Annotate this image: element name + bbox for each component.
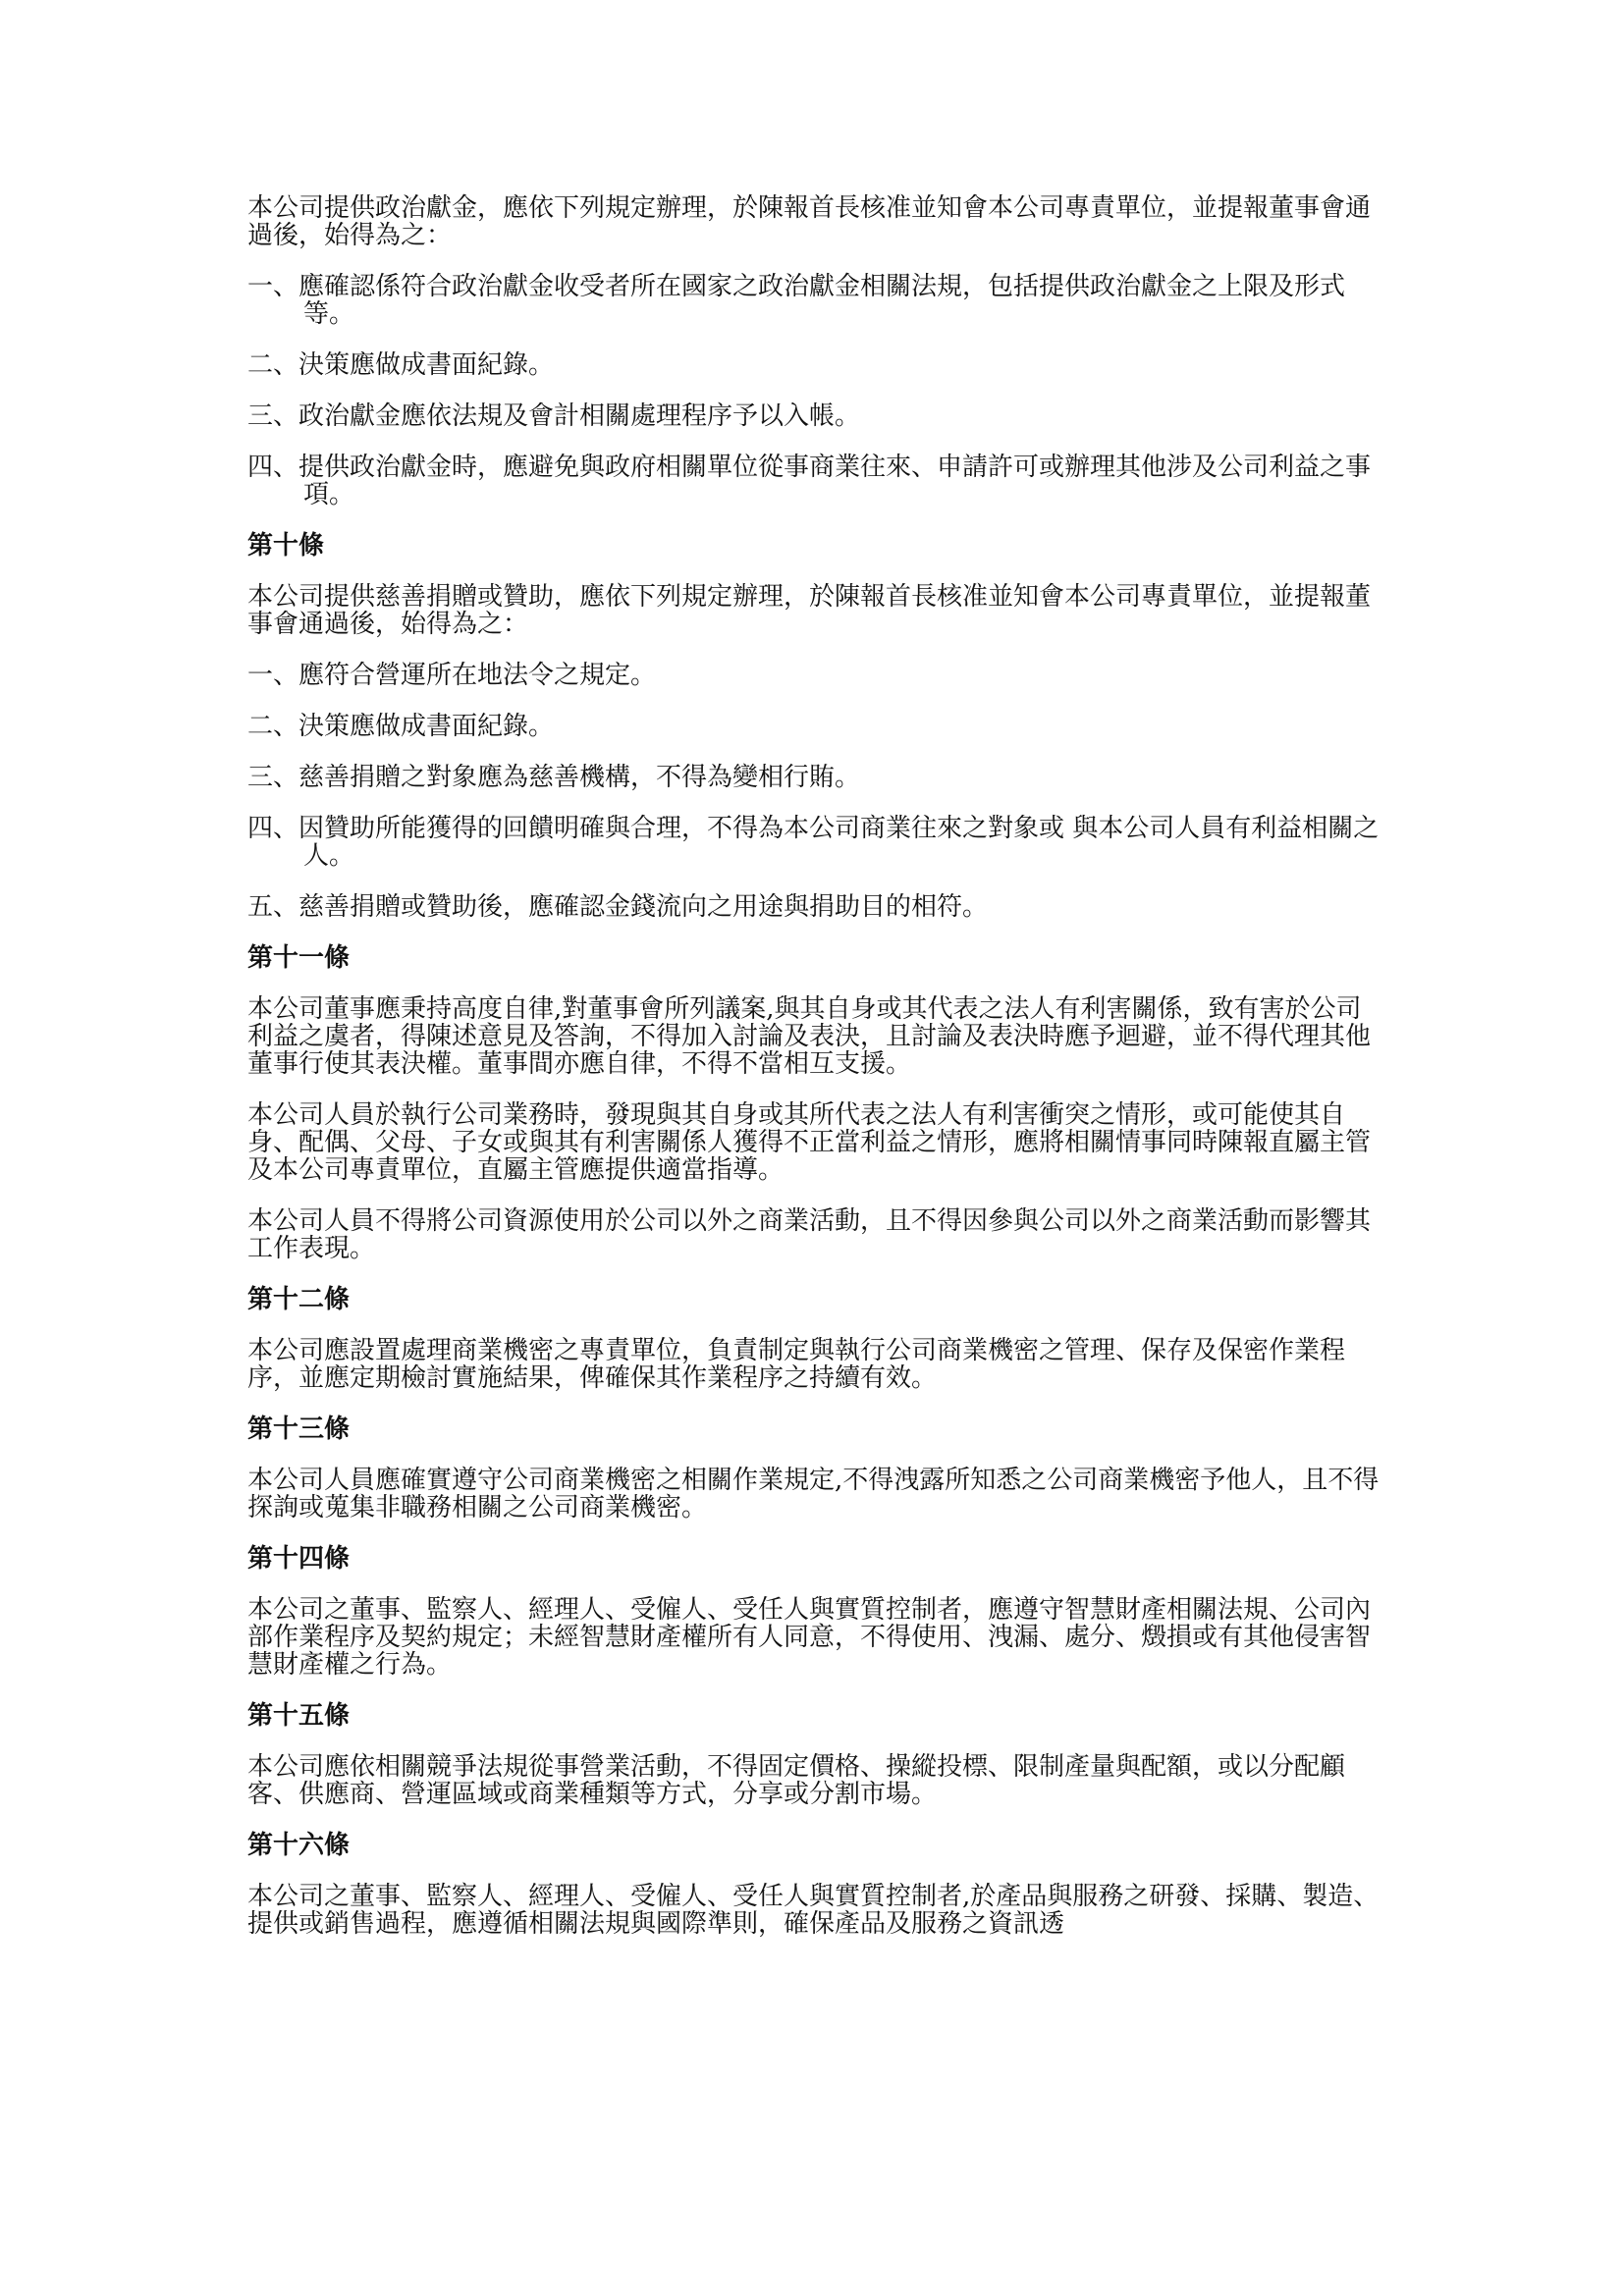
list-item: 三、慈善捐贈之對象應為慈善機構，不得為變相行賄。 bbox=[247, 763, 861, 792]
article-heading: 第十三條 bbox=[247, 1415, 351, 1444]
document-body bbox=[247, 194, 1386, 1938]
paragraph: 本公司之董事、監察人、經理人、受僱人、受任人與實質控制者,於產品與服務之研發、採購、製造、提供或銷售過程，應遵循相關法規與國際準則，確保產品及服務之資訊透 bbox=[247, 1882, 1380, 1939]
list-item: 五、慈善捐贈或贊助後，應確認金錢流向之用途與捐助目的相符。 bbox=[247, 892, 989, 922]
paragraph: 本公司提供慈善捐贈或贊助，應依下列規定辦理，於陳報首長核准並知會本公司專責單位，並提報董事會通過後，始得為之： bbox=[247, 582, 1372, 639]
paragraph: 本公司應依相關競爭法規從事營業活動，不得固定價格、操縱投標、限制產量與配額，或以分配顧客、供應商、營運區域或商業種類等方式，分享或分割市場。 bbox=[247, 1752, 1346, 1809]
paragraph: 本公司應設置處理商業機密之專責單位，負責制定與執行公司商業機密之管理、保存及保密作業程序，並應定期檢討實施結果，俾確保其作業程序之持續有效。 bbox=[247, 1336, 1346, 1393]
list-item: 二、決策應做成書面紀錄。 bbox=[247, 350, 555, 380]
list-item: 四、提供政治獻金時，應避免與政府相關單位從事商業往來、申請許可或辦理其他涉及公司利益之事項。 bbox=[247, 453, 1372, 509]
paragraph: 本公司董事應秉持高度自律,對董事會所列議案,與其自身或其代表之法人有利害關係，致有害於公司利益之虞者，得陳述意見及答詢，不得加入討論及表決，且討論及表決時應予迴避，並不得代理其他董事行使其表決權。董事間亦應自律，不得不當相互支援。 bbox=[247, 994, 1372, 1079]
paragraph: 本公司人員應確實遵守公司商業機密之相關作業規定,不得洩露所知悉之公司商業機密予他人，且不得探詢或蒐集非職務相關之公司商業機密。 bbox=[247, 1466, 1380, 1522]
paragraph: 本公司人員於執行公司業務時，發現與其自身或其所代表之法人有利害衝突之情形，或可能使其自身、配偶、父母、子女或與其有利害關係人獲得不正當利益之情形，應將相關情事同時陳報直屬主管及本公司專責單位，直屬主管應提供適當指導。 bbox=[247, 1100, 1372, 1185]
paragraph: 本公司人員不得將公司資源使用於公司以外之商業活動，且不得因參與公司以外之商業活動而影響其工作表現。 bbox=[247, 1206, 1372, 1263]
article-heading: 第十四條 bbox=[247, 1544, 351, 1574]
list-item: 四、因贊助所能獲得的回饋明確與合理，不得為本公司商業往來之對象或 與本公司人員有利益相關之人。 bbox=[247, 814, 1380, 871]
article-heading: 第十六條 bbox=[247, 1831, 351, 1860]
article-heading: 第十二條 bbox=[247, 1285, 351, 1314]
article-heading: 第十一條 bbox=[247, 943, 351, 973]
article-heading: 第十五條 bbox=[247, 1701, 351, 1731]
list-item: 一、應符合營運所在地法令之規定。 bbox=[247, 661, 657, 690]
list-item: 一、應確認係符合政治獻金收受者所在國家之政治獻金相關法規，包括提供政治獻金之上限及形式等。 bbox=[247, 272, 1346, 329]
list-item: 二、決策應做成書面紀錄。 bbox=[247, 712, 555, 741]
list-item: 三、政治獻金應依法規及會計相關處理程序予以入帳。 bbox=[247, 401, 861, 431]
article-heading: 第十條 bbox=[247, 531, 325, 561]
paragraph: 本公司提供政治獻金，應依下列規定辦理，於陳報首長核准並知會本公司專責單位，並提報董事會通過後，始得為之： bbox=[247, 193, 1372, 250]
paragraph: 本公司之董事、監察人、經理人、受僱人、受任人與實質控制者，應遵守智慧財產相關法規、公司內部作業程序及契約規定；未經智慧財產權所有人同意，不得使用、洩漏、處分、燬損或有其他侵害智慧財產權之行為。 bbox=[247, 1595, 1372, 1680]
